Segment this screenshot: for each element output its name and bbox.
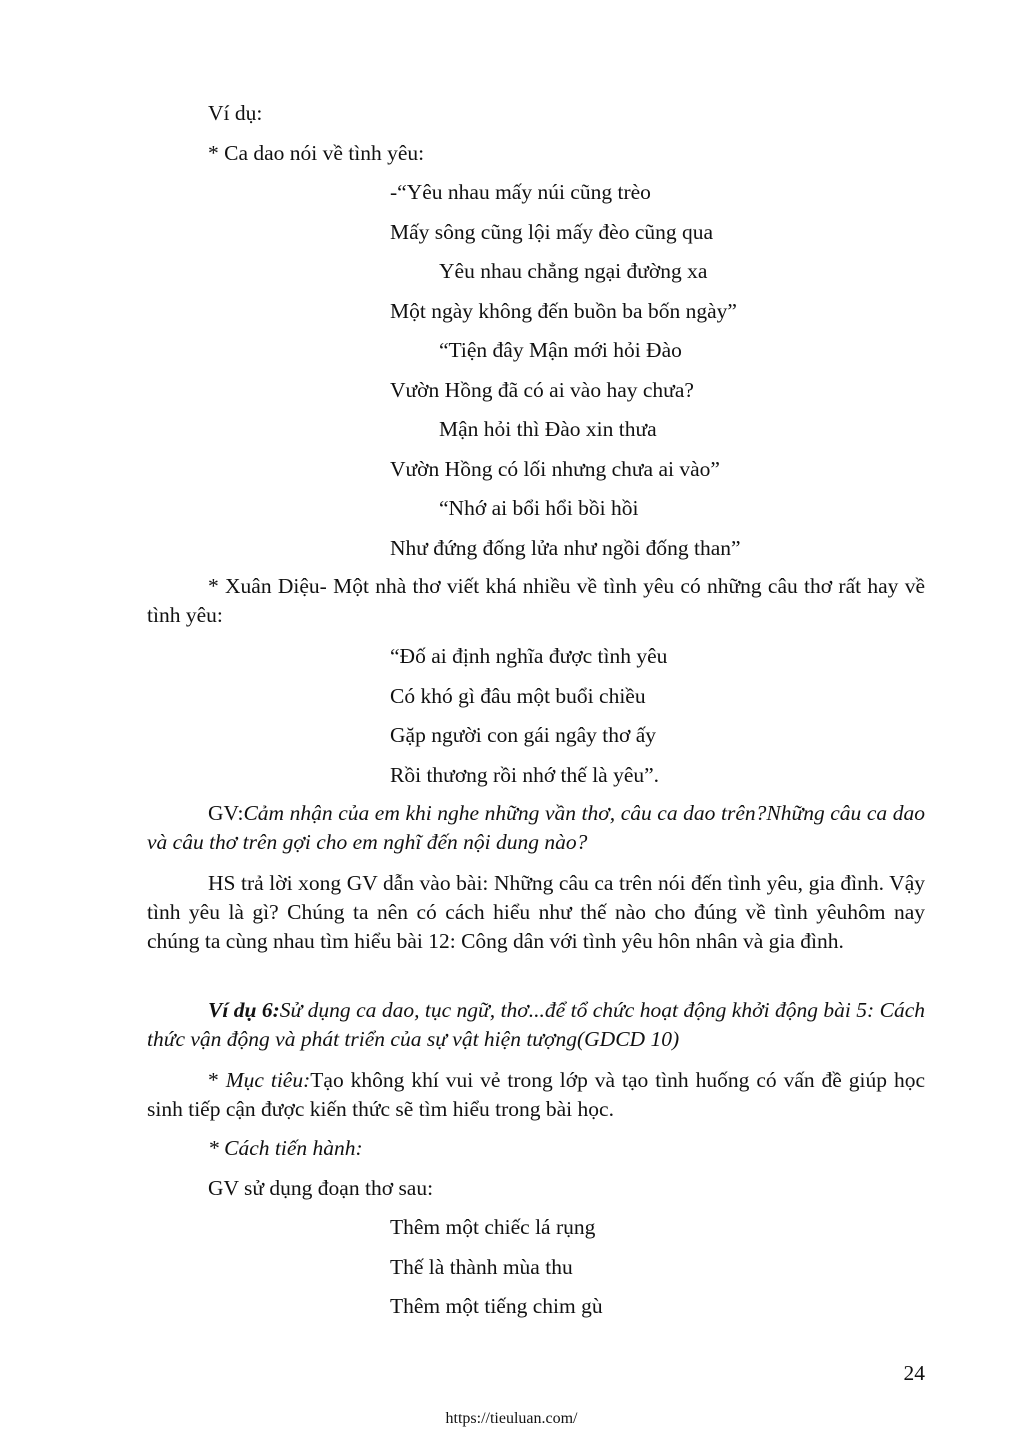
poem-line: “Tiện đây Mận mới hỏi Đào [439,338,682,362]
hs-answer-paragraph: HS trả lời xong GV dẫn vào bài: Những câu ca trên nói đến tình yêu, gia đình. Vậy tình yêu là gì? Chúng ta nên có cách hiểu như thế nào cho đúng về tình yêuhôm nay chúng ta cùng nhau tìm hiểu bài 12: Công dân với tình yêu hôn nhân và gia đình. [147,871,925,953]
poem-line: Yêu nhau chẳng ngại đường xa [439,259,708,283]
poem-line: Vườn Hồng đã có ai vào hay chưa? [390,378,694,402]
xuan-dieu-paragraph: * Xuân Diệu- Một nhà thơ viết khá nhiều về tình yêu có những câu thơ rất hay về tình yêu: [147,574,925,627]
poem-line: Một ngày không đến buồn ba bốn ngày” [390,299,737,323]
poem-line: Vườn Hồng có lối nhưng chưa ai vào” [390,457,720,481]
poem-line: Mận hỏi thì Đào xin thưa [439,417,657,441]
objective-paragraph [147,1066,925,1124]
poem-line: Thêm một chiếc lá rụng [390,1215,596,1239]
objective-label: Mục tiêu: [225,1068,311,1092]
gv-question-paragraph [147,799,925,857]
example-heading: Ví dụ: [208,101,263,125]
poem-line: Thêm một tiếng chim gù [390,1294,603,1318]
folk-verse-heading: * Ca dao nói về tình yêu: [208,141,425,165]
gv-question-text: Cảm nhận của em khi nghe những vần thơ, câu ca dao trên?Những câu ca dao và câu thơ trên gợi cho em nghĩ đến nội dung nào? [147,801,925,854]
poem-line: Có khó gì đâu một buổi chiều [390,684,646,708]
poem-line: Rồi thương rồi nhớ thế là yêu”. [390,763,660,787]
poem-line: “Nhớ ai bổi hổi bồi hồi [439,496,639,520]
footer-url[interactable]: https://tieuluan.com/ [445,1410,578,1427]
page-number: 24 [903,1361,925,1385]
poem-line: -“Yêu nhau mấy núi cũng trèo [390,180,651,204]
objective-star: * [208,1068,226,1092]
poem-line: Gặp người con gái ngây thơ ấy [390,723,657,747]
gv-label: GV: [208,801,244,825]
poem-line: Thế là thành mùa thu [390,1255,573,1279]
gv-uses-poem: GV sử dụng đoạn thơ sau: [208,1176,434,1200]
example-6-text: Sử dụng ca dao, tục ngữ, thơ...để tổ chức hoạt động khởi động bài 5: Cách thức vận động và phát triển của sự vật hiện tượng(GDCD 10) [147,998,925,1051]
poem-line: Mấy sông cũng lội mấy đèo cũng qua [390,220,714,244]
procedure-heading: * Cách tiến hành: [208,1136,363,1160]
poem-line: “Đố ai định nghĩa được tình yêu [390,644,668,668]
poem-line: Như đứng đống lửa như ngồi đống than” [390,536,741,560]
objective-text: Tạo không khí vui vẻ trong lớp và tạo tình huống có vấn đề giúp học sinh tiếp cận được kiến thức sẽ tìm hiểu trong bài học. [147,1068,926,1121]
example-6-label: Ví dụ 6: [208,998,280,1022]
example-6-paragraph [147,996,925,1054]
